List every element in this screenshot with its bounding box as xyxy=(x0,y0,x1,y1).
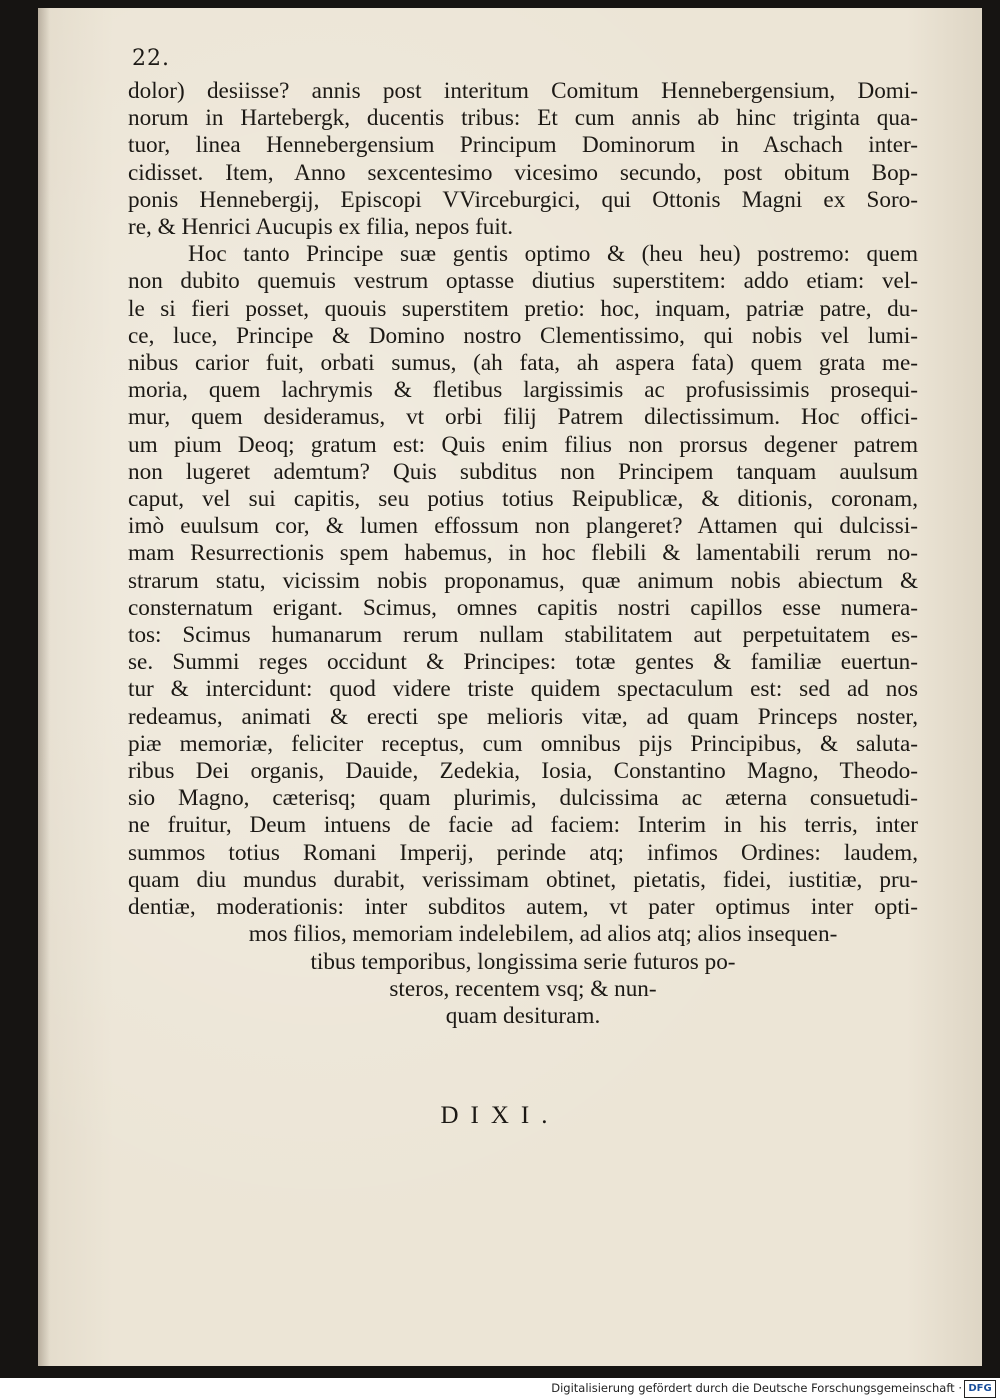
text-line-centered: mos filios, memoriam indelebilem, ad alios atq; alios insequen- xyxy=(248,921,838,948)
footer-bar xyxy=(0,1378,1000,1400)
text-line: summos totius Romani Imperij, perinde atq; infimos Ordines: laudem, xyxy=(128,839,918,866)
text-line: dolor) desiisse? annis post interitum Comitum Hennebergensium, Domi- xyxy=(128,78,918,104)
body-text xyxy=(128,78,918,1030)
text-line: ne fruitur, Deum intuens de facie ad faciem: Interim in his terris, inter xyxy=(128,812,918,839)
text-line: le si fieri posset, quouis superstitem pretio: hoc, inquam, patriæ patre, du- xyxy=(128,295,918,322)
text-line: tuor, linea Hennebergensium Principum Dominorum in Aschach inter- xyxy=(128,132,918,159)
text-line: nibus carior fuit, orbati sumus, (ah fata, ah aspera fata) quem grata me- xyxy=(128,350,918,377)
text-line-centered: tibus temporibus, longissima serie futuros po- xyxy=(310,948,736,975)
text-line: norum in Hartebergk, ducentis tribus: Et cum annis ab hinc triginta qua- xyxy=(128,105,918,132)
page-gutter-shadow xyxy=(38,8,50,1366)
text-line: mur, quem desideramus, vt orbi filij Patrem dilectissimum. Hoc offici- xyxy=(128,404,918,431)
text-line: Hoc tanto Principe suæ gentis optimo & (heu heu) postremo: quem xyxy=(188,241,918,268)
text-line: quam diu mundus durabit, verissimam obtinet, pietatis, fidei, iustitiæ, pru- xyxy=(128,866,918,893)
text-line: piæ memoriæ, feliciter receptus, cum omnibus pijs Principibus, & saluta- xyxy=(128,730,918,757)
text-line: mam Resurrectionis spem habemus, in hoc flebili & lamentabili rerum no- xyxy=(128,540,918,567)
text-line: imò euulsum cor, & lumen effossum non plangeret? Attamen qui dulcissi- xyxy=(128,513,918,540)
text-line: strarum statu, vicissim nobis proponamus, quæ animum nobis abiectum & xyxy=(128,567,918,594)
page-number: 22. xyxy=(132,46,170,71)
text-line: non lugeret ademtum? Quis subditus non Principem tanquam auulsum xyxy=(128,458,918,485)
text-line-centered: steros, recentem vsq; & nun- xyxy=(389,975,657,1002)
funding-credit: Digitalisierung gefördert durch die Deutsche Forschungsgemeinschaft · xyxy=(551,1381,962,1395)
text-line: ponis Hennebergij, Episcopi VVirceburgici, qui Ottonis Magni ex Soro- xyxy=(128,186,918,213)
text-line: dentiæ, moderationis: inter subditos autem, vt pater optimus inter opti- xyxy=(128,894,918,921)
text-line: non dubito quemuis vestrum optasse diutius superstitem: addo etiam: vel- xyxy=(128,268,918,295)
text-line: moria, quem lachrymis & fletibus largissimis ac profusissimis prosequi- xyxy=(128,377,918,404)
text-line: tos: Scimus humanarum rerum nullam stabilitatem aut perpetuitatem es- xyxy=(128,622,918,649)
text-line: um pium Deoq; gratum est: Quis enim filius non prorsus degener patrem xyxy=(128,431,918,458)
text-line: re, & Henrici Aucupis ex filia, nepos fuit. xyxy=(128,214,514,241)
text-line: consternatum erigant. Scimus, omnes capitis nostri capillos esse numera- xyxy=(128,594,918,621)
text-line-centered: quam desituram. xyxy=(445,1002,601,1029)
text-line: ribus Dei organis, Dauide, Zedekia, Iosia, Constantino Magno, Theodo- xyxy=(128,758,918,785)
text-line: se. Summi reges occidunt & Principes: totæ gentes & familiæ euertun- xyxy=(128,649,918,676)
text-line: tur & intercidunt: quod videre triste quidem spectaculum est: sed ad nos xyxy=(128,676,918,703)
text-line: sio Magno, cæterisq; quam plurimis, dulcissima ac æterna consuetudi- xyxy=(128,785,918,812)
text-line: redeamus, animati & erecti spe melioris vitæ, ad quam Princeps noster, xyxy=(128,703,918,730)
closing-word: DIXI. xyxy=(440,1102,560,1129)
text-line: caput, vel sui capitis, seu potius totius Reipublicæ, & ditionis, coronam, xyxy=(128,486,918,513)
dfg-logo: DFG xyxy=(964,1380,996,1398)
text-line: ce, luce, Principe & Domino nostro Clementissimo, qui nobis vel lumi- xyxy=(128,322,918,349)
text-line: cidisset. Item, Anno sexcentesimo vicesimo secundo, post obitum Bop- xyxy=(128,159,918,186)
